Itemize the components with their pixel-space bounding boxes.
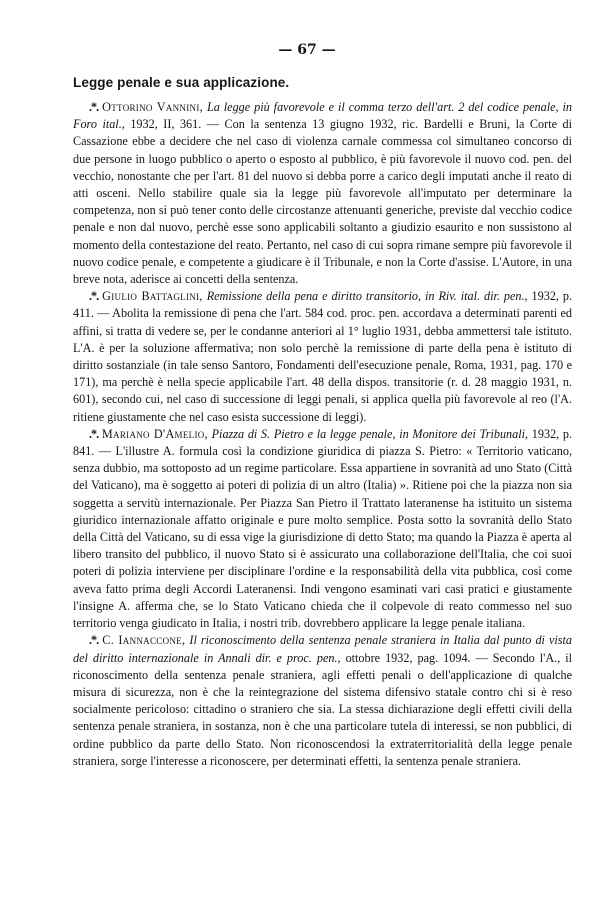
entry-title: Il riconoscimento della sentenza penale straniera in Italia dal punto di vista del diritto internazionale <box>73 633 573 665</box>
entry-venue: in Annali dir. e proc. pen., <box>203 650 341 665</box>
entry-battaglini <box>73 288 572 426</box>
entry-author: Ottorino Vannini, <box>102 100 203 114</box>
entry-marker: .*. <box>89 100 99 114</box>
page-number: — 67 — <box>278 42 336 58</box>
entry-marker: .*. <box>89 633 99 648</box>
section-heading: Legge penale e sua applicazione. <box>73 75 290 90</box>
entry-body: ottobre 1932, pag. 1094. — Secondo l'A., il riconoscimento della sentenza penale straniera, agli effetti penali o dell'applicazione di qualche misura di sicurezza, non è che la reintegrazione del sistema difensivo statale contro chi si è reso socialmente pericoloso: cittadino o straniero che sia. La stessa dichiarazione degli effetti civili della sentenza penale straniera, in sostanza, non è che una particolare tutela di interessi, se non pubblici, di ordine pubblico da parte dello Stato. Non riconoscendosi la extraterritorialità della legge penale straniera, sorge l'interesse a riconoscere, per determinati effetti, la sentenza penale straniera. <box>73 650 573 768</box>
entry-venue: in Riv. ital. dir. pen., <box>425 289 528 304</box>
entry-title: Remissione della pena e diritto transitorio, <box>206 289 422 304</box>
entry-author: Mariano D'Amelio, <box>101 426 208 441</box>
entries-list <box>73 99 572 770</box>
entry-iannaccone <box>73 632 572 770</box>
entry-title: Piazza di S. Pietro e la legge penale, <box>211 426 396 441</box>
entry-venue: in Foro ital., <box>73 100 573 132</box>
entry-body: 1932, p. 411. — Abolita la remissione di pena che l'art. 584 cod. proc. pen. accordava a determinati parenti ed affini, si tratta di vedere se, per le condanne anteriori al 1° luglio 1931, debba ammettersi tale istituto. L'A. è per la soluzione affermativa; non solo perchè la remissione di parte della pena è istituto di diritto sostanziale (in tale senso Santoro, Fondamenti dell'esecuzione penale, Roma, 1931, pag. 170 e 171), ma perchè è nella specie applicabile l'art. 48 della dispos. transitorie (r. d. 28 maggio 1931, n. 601), secondo cui, nel caso di successione di leggi penali, si applica quella più favorevole al reo (l'A. ritiene giustamente che nel caso esista successione di leggi). <box>73 289 573 424</box>
entry-title: La legge più favorevole e il comma terzo dell'art. 2 del codice penale, <box>206 100 559 114</box>
entry-marker: .*. <box>89 426 99 441</box>
entry-body: 1932, II, 361. — Con la sentenza 13 giugno 1932, ric. Bardelli e Bruni, la Corte di Cassazione ebbe a decidere che nel caso di violenza carnale commessa col simultaneo concorso di due persone in luogo pubblico o aperto o esposto al pubblico, è più favorevole il nuovo cod. pen. del vecchio, nonostante che per l'art. 81 del nuovo si debba porre a carico degli imputati anche il reato di atti osceni. Nello stabilire quale sia la legge più favorevole all'imputato per determinare la competenza, non si può tener conto delle circostanze attenuanti generiche, previste dal vecchio codice penale e non dal nuovo, perchè esse sono applicabili soltanto a giudizio esaurito e non sussistono al momento della contestazione del reato. Pertanto, nel caso di cui sopra rimane sempre più favorevole il nuovo codice penale, e competente a giudicare è il Tribunale, e non la Corte d'assise. L'Autore, in una breve nota, aderisce ai concetti della sentenza. <box>73 117 572 287</box>
entry-author: C. Iannaccone, <box>102 633 186 648</box>
entry-damelio <box>73 426 572 632</box>
entry-venue: in Monitore dei Tribunali, <box>399 426 529 441</box>
entry-marker: .*. <box>89 289 99 304</box>
entry-body: 1932, p. 841. — L'illustre A. formula così la condizione giuridica di piazza S. Pietro: « Territorio vaticano, senza dubbio, ma sottoposto ad un regime particolare. Essa appartiene in sovranità ad uno Stato (Città del Vaticano), ma è soggetto ai poteri di polizia di un altro (Italia) ». Ritiene poi che la piazza non sia soggetta a servitù internazionale. Per Piazza San Pietro il Trattato lateranense ha istituito un sistema giuridico internazionale affatto originale e pure molto semplice. Posta sotto la sovranità dello Stato della Città del Vaticano, su di essa vige la giurisdizione di detto Stato; ma quando la Piazza è aperta al libero transito del pubblico, il nuovo Stato si è assicurato una collaborazione dell'Italia, che coi suoi poteri di polizia interviene per disciplinare l'ordine e la responsabilità della vita pubblica, così come aveva fatto prima degli Accordi Lateranensi. Indi vengono esaminati vari casi pratici e giustamente l'insigne A. afferma che, se lo Stato Vaticano chieda che il colpevole di reato commesso nel suo territorio venga giudicato in Italia, i nostri trib. dovrebbero applicare la legge penale italiana. <box>73 426 573 631</box>
entry-author: Giulio Battaglini, <box>102 289 203 304</box>
entry-vannini <box>73 99 572 288</box>
